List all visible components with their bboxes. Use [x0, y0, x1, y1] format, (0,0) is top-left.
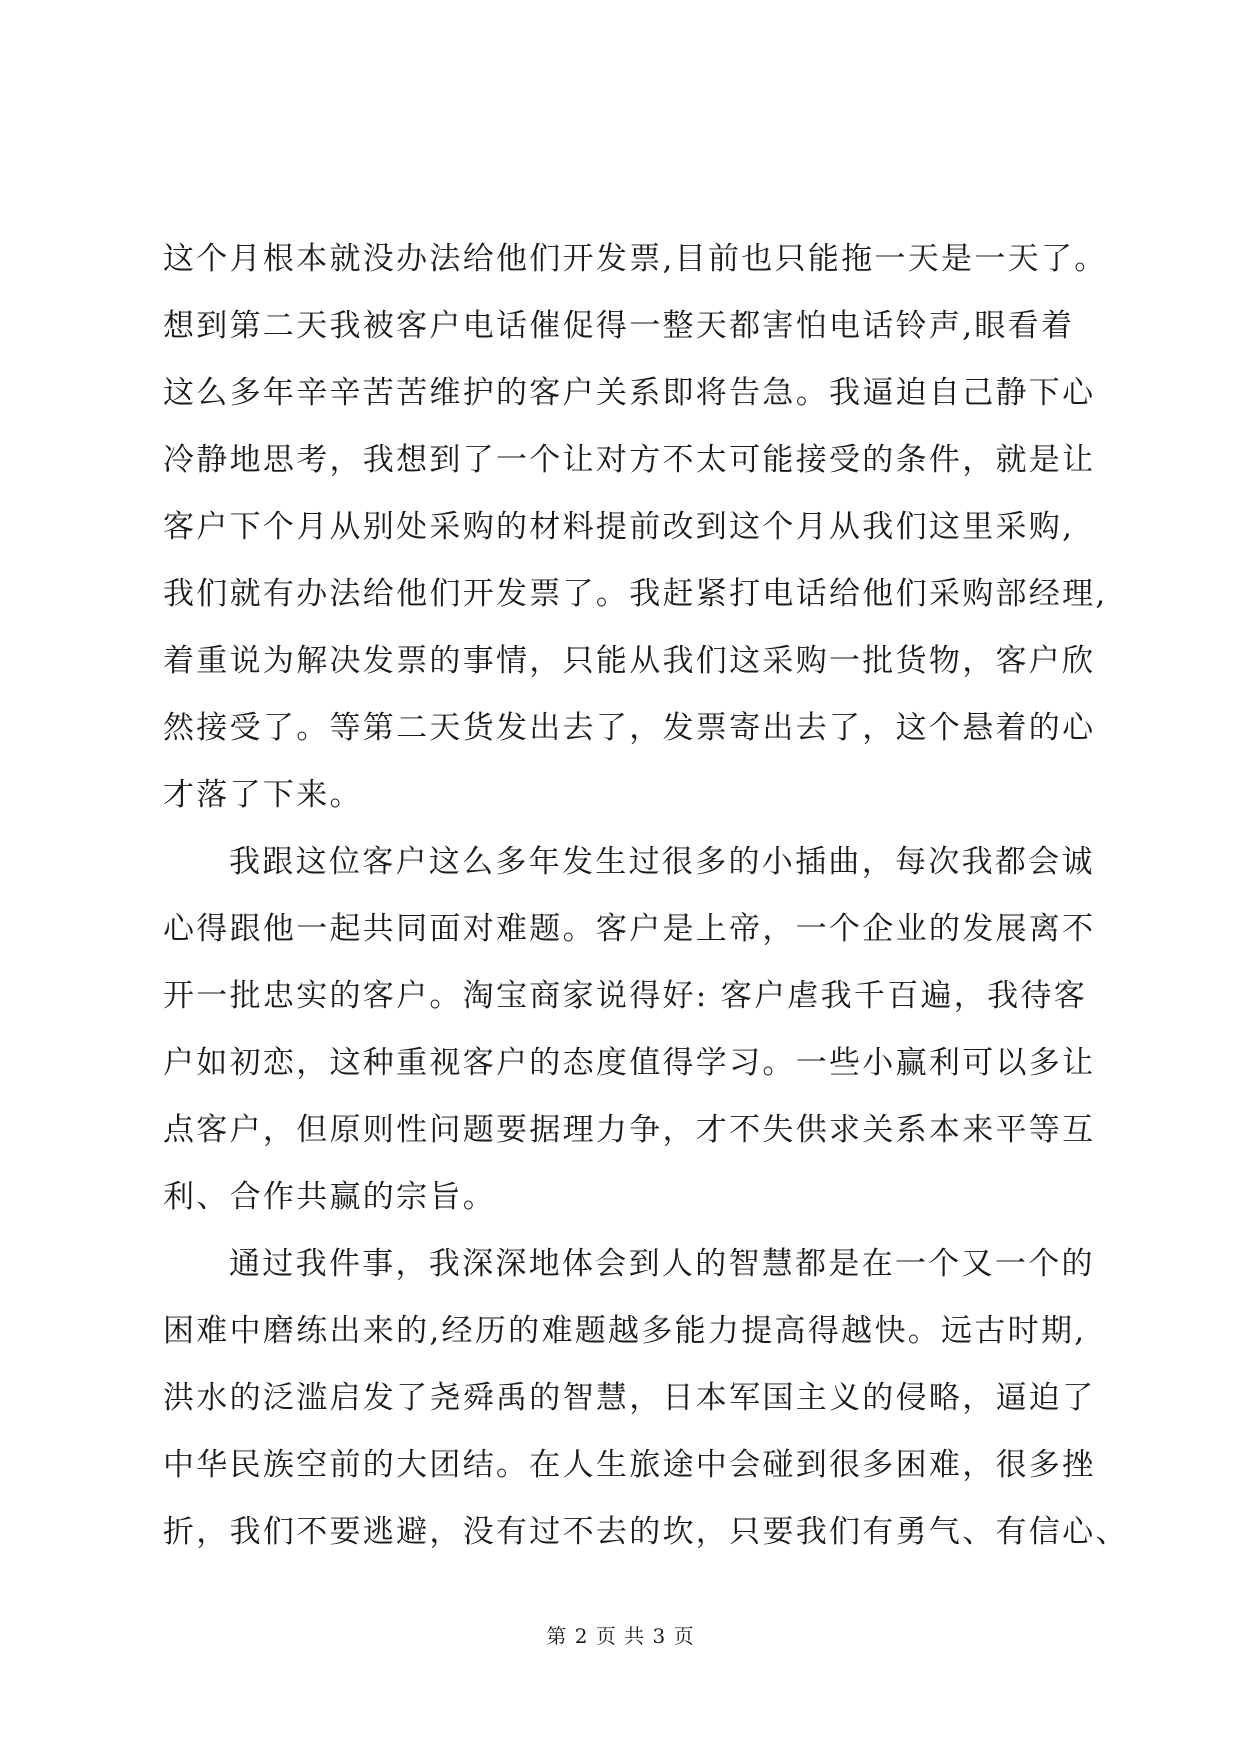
page-number-footer: 第 2 页 共 3 页 [546, 1624, 695, 1648]
text-line: 困难中磨练出来的,经历的难题越多能力提高得越快。远古时期, [163, 1313, 1087, 1349]
text-line: 洪水的泛滥启发了尧舜禹的智慧，日本军国主义的侵略，逼迫了 [163, 1380, 1096, 1416]
text-line: 然接受了。等第二天货发出去了，发票寄出去了，这个悬着的心 [163, 710, 1096, 746]
text-line: 利、合作共赢的宗旨。 [163, 1179, 496, 1215]
text-line: 中华民族空前的大团结。在人生旅途中会碰到很多困难，很多挫 [163, 1447, 1096, 1483]
text-line: 冷静地思考，我想到了一个让对方不太可能接受的条件，就是让 [163, 442, 1096, 478]
text-line: 这个月根本就没办法给他们开发票,目前也只能拖一天是一天了。 [163, 241, 1108, 277]
paragraph-start-line: 通过我件事，我深深地体会到人的智慧都是在一个又一个的 [229, 1246, 1095, 1282]
text-line: 折，我们不要逃避，没有过不去的坎，只要我们有勇气、有信心、 [163, 1514, 1129, 1550]
text-line: 开一批忠实的客户。淘宝商家说得好: 客户虐我千百遍，我待客 [163, 978, 1087, 1014]
text-line: 心得跟他一起共同面对难题。客户是上帝，一个企业的发展离不 [163, 911, 1096, 947]
text-line: 点客户，但原则性问题要据理力争，才不失供求关系本来平等互 [163, 1112, 1096, 1148]
paragraph-start-line: 我跟这位客户这么多年发生过很多的小插曲，每次我都会诚 [229, 844, 1095, 880]
text-line: 我们就有办法给他们开发票了。我赶紧打电话给他们采购部经理, [163, 576, 1108, 612]
text-line: 想到第二天我被客户电话催促得一整天都害怕电话铃声,眼看着 [163, 308, 1075, 344]
text-line: 这么多年辛辛苦苦维护的客户关系即将告急。我逼迫自己静下心 [163, 375, 1096, 411]
text-line: 才落了下来。 [163, 777, 363, 813]
document-body [163, 226, 1129, 1566]
text-line: 着重说为解决发票的事情，只能从我们这采购一批货物，客户欣 [163, 643, 1096, 679]
text-line: 客户下个月从别处采购的材料提前改到这个月从我们这里采购, [163, 509, 1075, 545]
text-line: 户如初恋，这种重视客户的态度值得学习。一些小赢利可以多让 [163, 1045, 1096, 1081]
